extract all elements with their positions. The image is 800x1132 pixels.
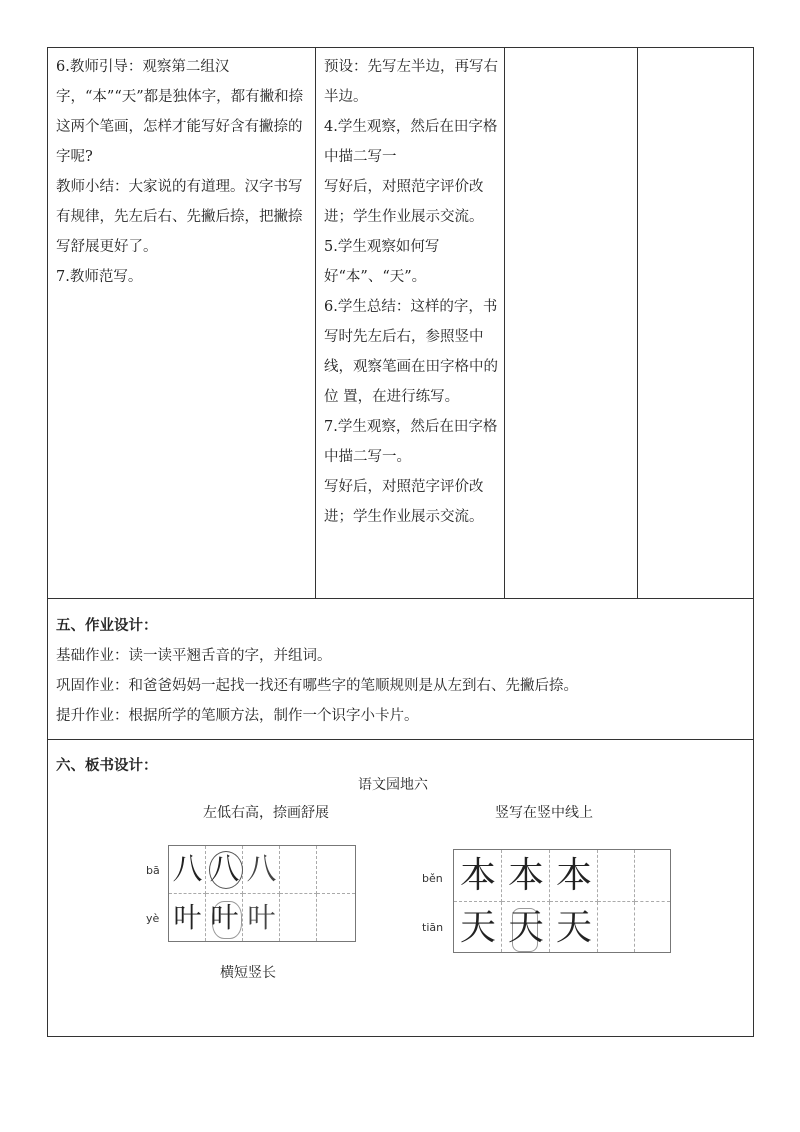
left-caption: 左低右高，捺画舒展	[203, 805, 329, 821]
empty-cell-3	[505, 48, 638, 599]
student-step-5: 写好后，对照范字评价改进；学生作业展示交流。 5.学生观察如何写好“本”、“天”。	[324, 179, 484, 285]
homework-basic: 基础作业：读一读平翘舌音的字，并组词。	[56, 648, 332, 664]
grid-char: 八	[209, 852, 240, 887]
grid-char: 天	[507, 907, 544, 948]
grid-char: 天	[459, 907, 496, 948]
grid-char: 八	[172, 852, 203, 887]
board-title: 语文园地六	[358, 777, 428, 793]
pinyin-label: bā	[146, 864, 160, 877]
teacher-step-7: 7.教师范写。	[56, 269, 143, 285]
student-feedback: 写好后，对照范字评价改进；学生作业展示交流。	[324, 479, 484, 525]
grid-char: 天	[555, 907, 592, 948]
pinyin-label: yè	[146, 912, 160, 925]
board-heading: 六、板书设计：	[56, 758, 158, 774]
homework-section	[48, 599, 754, 740]
student-preset: 预设：先写左半边，再写右半边。	[324, 59, 498, 105]
student-step-6: 6.学生总结：这样的字，书写时先左后右，参照竖中线，观察笔画在田字格中的位 置，在进行练写。	[324, 299, 498, 405]
homework-heading: 五、作业设计：	[56, 618, 158, 634]
left-writing-grid	[168, 845, 356, 942]
pinyin-label: běn	[422, 872, 443, 885]
right-writing-grid	[453, 849, 671, 953]
grid-char: 叶	[173, 901, 202, 934]
pinyin-label: tiān	[422, 921, 444, 934]
bottom-caption: 横短竖长	[220, 965, 276, 981]
homework-advance: 提升作业：根据所学的笔顺方法，制作一个识字小卡片。	[56, 708, 419, 724]
grid-char: 八	[246, 852, 277, 887]
student-step-4: 4.学生观察，然后在田字格中描二写一	[324, 119, 498, 165]
grid-char: 叶	[247, 901, 276, 934]
student-activity-cell	[316, 48, 505, 599]
lesson-plan-sheet	[47, 47, 753, 1037]
grid-char: 本	[507, 855, 544, 896]
grid-char: 本	[555, 855, 592, 896]
grid-char: 叶	[210, 901, 239, 934]
board-design-section	[48, 740, 754, 1037]
teacher-activity-cell	[48, 48, 316, 599]
empty-cell-4	[638, 48, 754, 599]
right-caption: 竖写在竖中线上	[495, 805, 593, 821]
grid-char: 本	[459, 855, 496, 896]
teacher-summary: 教师小结：大家说的有道理。汉字书写有规律，先左后右、先撇后捺，把撇捺写舒展更好了。	[56, 179, 303, 255]
student-step-7: 7.学生观察，然后在田字格中描二写一。	[324, 419, 498, 465]
homework-consolidate: 巩固作业：和爸爸妈妈一起找一找还有哪些字的笔顺规则是从左到右、先撇后捺。	[56, 678, 578, 694]
teacher-step-6: 6.教师引导：观察第二组汉字，“本”“天”都是独体字，都有撇和捺这两个笔画，怎样才能写好含有撇捺的字呢?	[56, 59, 304, 165]
lesson-table	[47, 47, 754, 1037]
